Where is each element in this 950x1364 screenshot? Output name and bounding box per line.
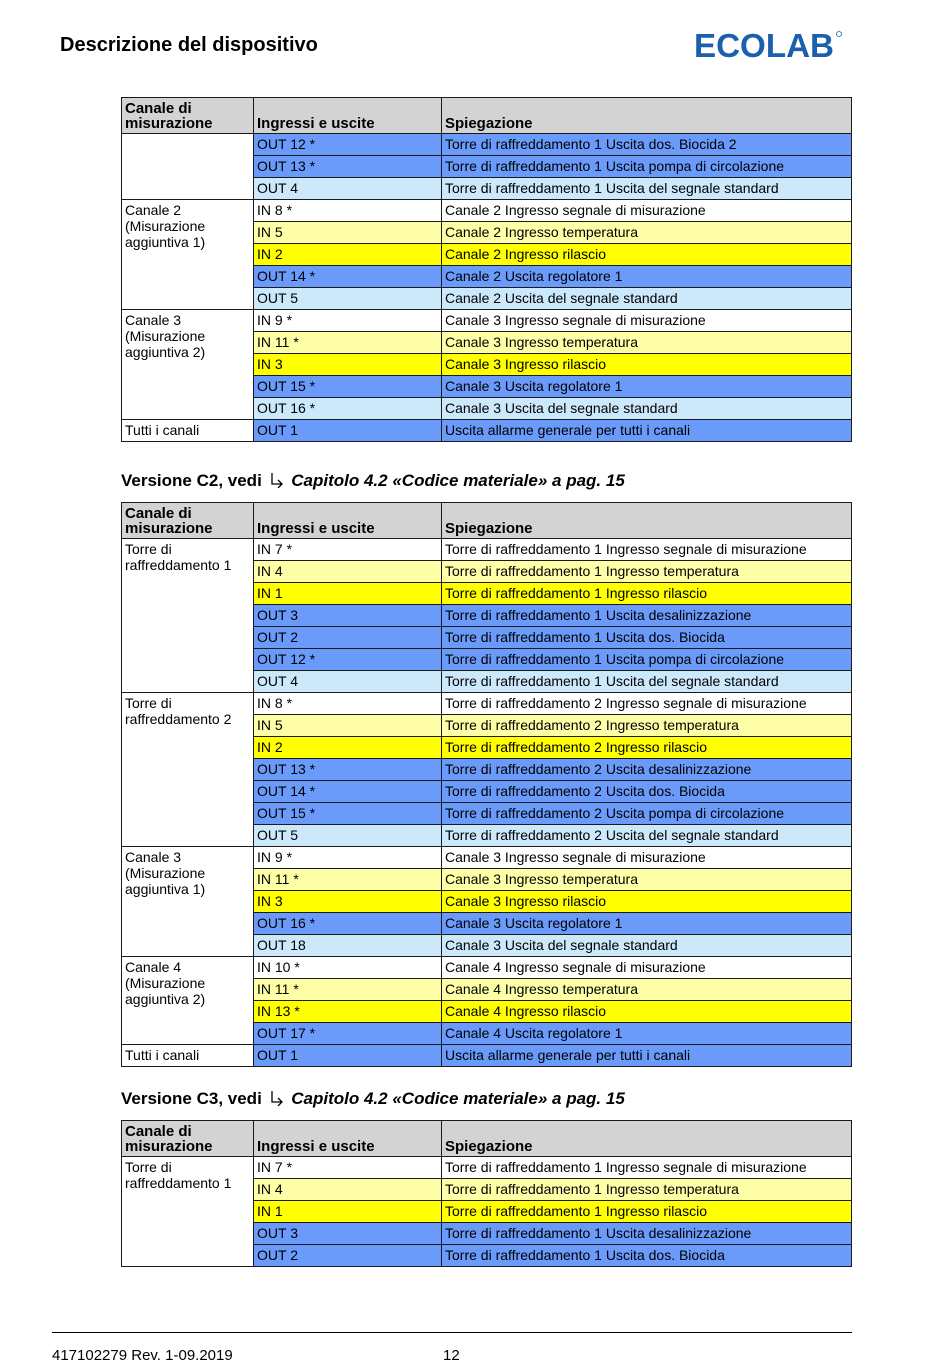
explanation-cell: Torre di raffreddamento 2 Ingresso rilascio [442,737,852,759]
table-row [122,539,852,561]
section-reference-link[interactable]: Capitolo 4.2 «Codice materiale» a pag. 15 [291,471,625,490]
explanation-cell: Torre di raffreddamento 1 Uscita del segnale standard [442,671,852,693]
explanation-cell: Canale 3 Uscita regolatore 1 [442,376,852,398]
io-cell: IN 11 * [254,332,442,354]
io-cell: IN 5 [254,715,442,737]
io-cell: OUT 15 * [254,803,442,825]
io-cell: OUT 3 [254,1223,442,1245]
io-cell: IN 10 * [254,957,442,979]
explanation-cell: Canale 2 Ingresso segnale di misurazione [442,200,852,222]
table-row [122,134,852,156]
io-cell: OUT 16 * [254,398,442,420]
explanation-cell: Canale 4 Ingresso temperatura [442,979,852,1001]
explanation-cell: Canale 3 Uscita regolatore 1 [442,913,852,935]
io-cell: OUT 2 [254,627,442,649]
explanation-cell: Torre di raffreddamento 1 Ingresso segnale di misurazione [442,539,852,561]
explanation-cell: Torre di raffreddamento 1 Uscita pompa di circolazione [442,156,852,178]
io-cell: OUT 4 [254,671,442,693]
explanation-cell: Torre di raffreddamento 1 Uscita dos. Biocida [442,1245,852,1267]
io-cell: IN 1 [254,1201,442,1223]
channel-cell: Tutti i canali [122,1045,254,1067]
explanation-cell: Canale 2 Ingresso temperatura [442,222,852,244]
explanation-cell: Uscita allarme generale per tutti i canali [442,420,852,442]
channel-cell: Canale 4 (Misurazione aggiuntiva 2) [122,957,254,1045]
explanation-cell: Canale 4 Ingresso segnale di misurazione [442,957,852,979]
cross-reference-arrow-icon [269,1090,285,1106]
io-cell: IN 11 * [254,869,442,891]
table-header-row [122,503,852,539]
explanation-cell: Canale 2 Ingresso rilascio [442,244,852,266]
column-header-io: Ingressi e uscite [254,503,442,539]
table-row [122,1045,852,1067]
io-cell: IN 4 [254,1179,442,1201]
io-cell: OUT 3 [254,605,442,627]
channel-cell: Canale 3 (Misurazione aggiuntiva 2) [122,310,254,420]
io-cell: OUT 17 * [254,1023,442,1045]
channel-cell: Torre di raffreddamento 2 [122,693,254,847]
explanation-cell: Torre di raffreddamento 1 Uscita dos. Biocida 2 [442,134,852,156]
explanation-cell: Torre di raffreddamento 2 Uscita dos. Biocida [442,781,852,803]
io-cell: IN 3 [254,354,442,376]
table-row [122,847,852,869]
footer-page-number: 12 [443,1347,460,1364]
io-cell: IN 4 [254,561,442,583]
table-header-row [122,1121,852,1157]
io-table-3 [121,1120,852,1267]
table-row [122,200,852,222]
channel-cell [122,134,254,200]
channel-cell: Tutti i canali [122,420,254,442]
io-cell: OUT 1 [254,1045,442,1067]
io-table-1 [121,97,852,442]
io-cell: OUT 13 * [254,759,442,781]
page-title: Descrizione del dispositivo [60,34,318,56]
explanation-cell: Torre di raffreddamento 1 Ingresso segnale di misurazione [442,1157,852,1179]
channel-cell: Canale 3 (Misurazione aggiuntiva 1) [122,847,254,957]
table-row [122,1157,852,1179]
io-cell: IN 9 * [254,310,442,332]
table-row [122,420,852,442]
io-cell: OUT 15 * [254,376,442,398]
io-cell: OUT 13 * [254,156,442,178]
explanation-cell: Torre di raffreddamento 1 Uscita pompa di circolazione [442,649,852,671]
explanation-cell: Canale 3 Ingresso temperatura [442,869,852,891]
explanation-cell: Canale 3 Ingresso temperatura [442,332,852,354]
explanation-cell: Torre di raffreddamento 1 Ingresso rilascio [442,583,852,605]
explanation-cell: Uscita allarme generale per tutti i canali [442,1045,852,1067]
explanation-cell: Torre di raffreddamento 2 Uscita desalinizzazione [442,759,852,781]
footer-divider [52,1332,852,1333]
explanation-cell: Torre di raffreddamento 1 Uscita dos. Biocida [442,627,852,649]
channel-cell: Torre di raffreddamento 1 [122,1157,254,1267]
table-body [122,134,852,442]
explanation-cell: Canale 3 Ingresso rilascio [442,891,852,913]
explanation-cell: Canale 3 Uscita del segnale standard [442,935,852,957]
io-cell: IN 7 * [254,1157,442,1179]
explanation-cell: Torre di raffreddamento 2 Uscita pompa di circolazione [442,803,852,825]
io-cell: OUT 5 [254,825,442,847]
io-cell: OUT 18 [254,935,442,957]
column-header-io: Ingressi e uscite [254,1121,442,1157]
io-cell: IN 2 [254,244,442,266]
table-row [122,310,852,332]
io-cell: IN 7 * [254,539,442,561]
io-cell: OUT 14 * [254,781,442,803]
io-cell: IN 5 [254,222,442,244]
table-header-row [122,98,852,134]
io-cell: OUT 4 [254,178,442,200]
explanation-cell: Torre di raffreddamento 2 Uscita del segnale standard [442,825,852,847]
explanation-cell: Torre di raffreddamento 2 Ingresso segnale di misurazione [442,693,852,715]
explanation-cell: Canale 2 Uscita del segnale standard [442,288,852,310]
column-header-explanation: Spiegazione [442,503,852,539]
section-title-c3 [121,1089,625,1109]
explanation-cell: Canale 3 Ingresso segnale di misurazione [442,847,852,869]
explanation-cell: Torre di raffreddamento 1 Ingresso temperatura [442,561,852,583]
io-cell: IN 9 * [254,847,442,869]
column-header-channel: Canale di misurazione [122,98,254,134]
io-cell: OUT 14 * [254,266,442,288]
io-cell: OUT 1 [254,420,442,442]
explanation-cell: Torre di raffreddamento 1 Uscita del segnale standard [442,178,852,200]
section-reference-link[interactable]: Capitolo 4.2 «Codice materiale» a pag. 15 [291,1089,625,1108]
io-cell: IN 2 [254,737,442,759]
explanation-cell: Torre di raffreddamento 2 Ingresso temperatura [442,715,852,737]
io-cell: IN 13 * [254,1001,442,1023]
table-body [122,1157,852,1267]
column-header-channel: Canale di misurazione [122,503,254,539]
io-cell: OUT 12 * [254,134,442,156]
column-header-channel: Canale di misurazione [122,1121,254,1157]
io-cell: IN 3 [254,891,442,913]
table-row [122,957,852,979]
explanation-cell: Canale 4 Uscita regolatore 1 [442,1023,852,1045]
channel-cell: Canale 2 (Misurazione aggiuntiva 1) [122,200,254,310]
logo-text: ECOLAB [694,28,834,62]
section-prefix: Versione C3, vedi [121,1089,262,1108]
explanation-cell: Canale 3 Ingresso segnale di misurazione [442,310,852,332]
section-prefix: Versione C2, vedi [121,471,262,490]
explanation-cell: Canale 3 Uscita del segnale standard [442,398,852,420]
io-table-2 [121,502,852,1067]
explanation-cell: Torre di raffreddamento 1 Uscita desalinizzazione [442,605,852,627]
explanation-cell: Torre di raffreddamento 1 Ingresso temperatura [442,1179,852,1201]
explanation-cell: Torre di raffreddamento 1 Uscita desalinizzazione [442,1223,852,1245]
io-cell: IN 8 * [254,200,442,222]
explanation-cell: Canale 3 Ingresso rilascio [442,354,852,376]
footer-document-number: 417102279 Rev. 1-09.2019 [52,1347,233,1364]
io-cell: OUT 5 [254,288,442,310]
table-body [122,539,852,1067]
column-header-explanation: Spiegazione [442,1121,852,1157]
ecolab-logo [694,28,842,62]
section-title-c2 [121,471,625,491]
column-header-explanation: Spiegazione [442,98,852,134]
io-cell: IN 11 * [254,979,442,1001]
cross-reference-arrow-icon [269,472,285,488]
channel-cell: Torre di raffreddamento 1 [122,539,254,693]
explanation-cell: Canale 4 Ingresso rilascio [442,1001,852,1023]
explanation-cell: Canale 2 Uscita regolatore 1 [442,266,852,288]
io-cell: IN 8 * [254,693,442,715]
column-header-io: Ingressi e uscite [254,98,442,134]
io-cell: IN 1 [254,583,442,605]
table-row [122,693,852,715]
io-cell: OUT 12 * [254,649,442,671]
explanation-cell: Torre di raffreddamento 1 Ingresso rilascio [442,1201,852,1223]
io-cell: OUT 16 * [254,913,442,935]
io-cell: OUT 2 [254,1245,442,1267]
